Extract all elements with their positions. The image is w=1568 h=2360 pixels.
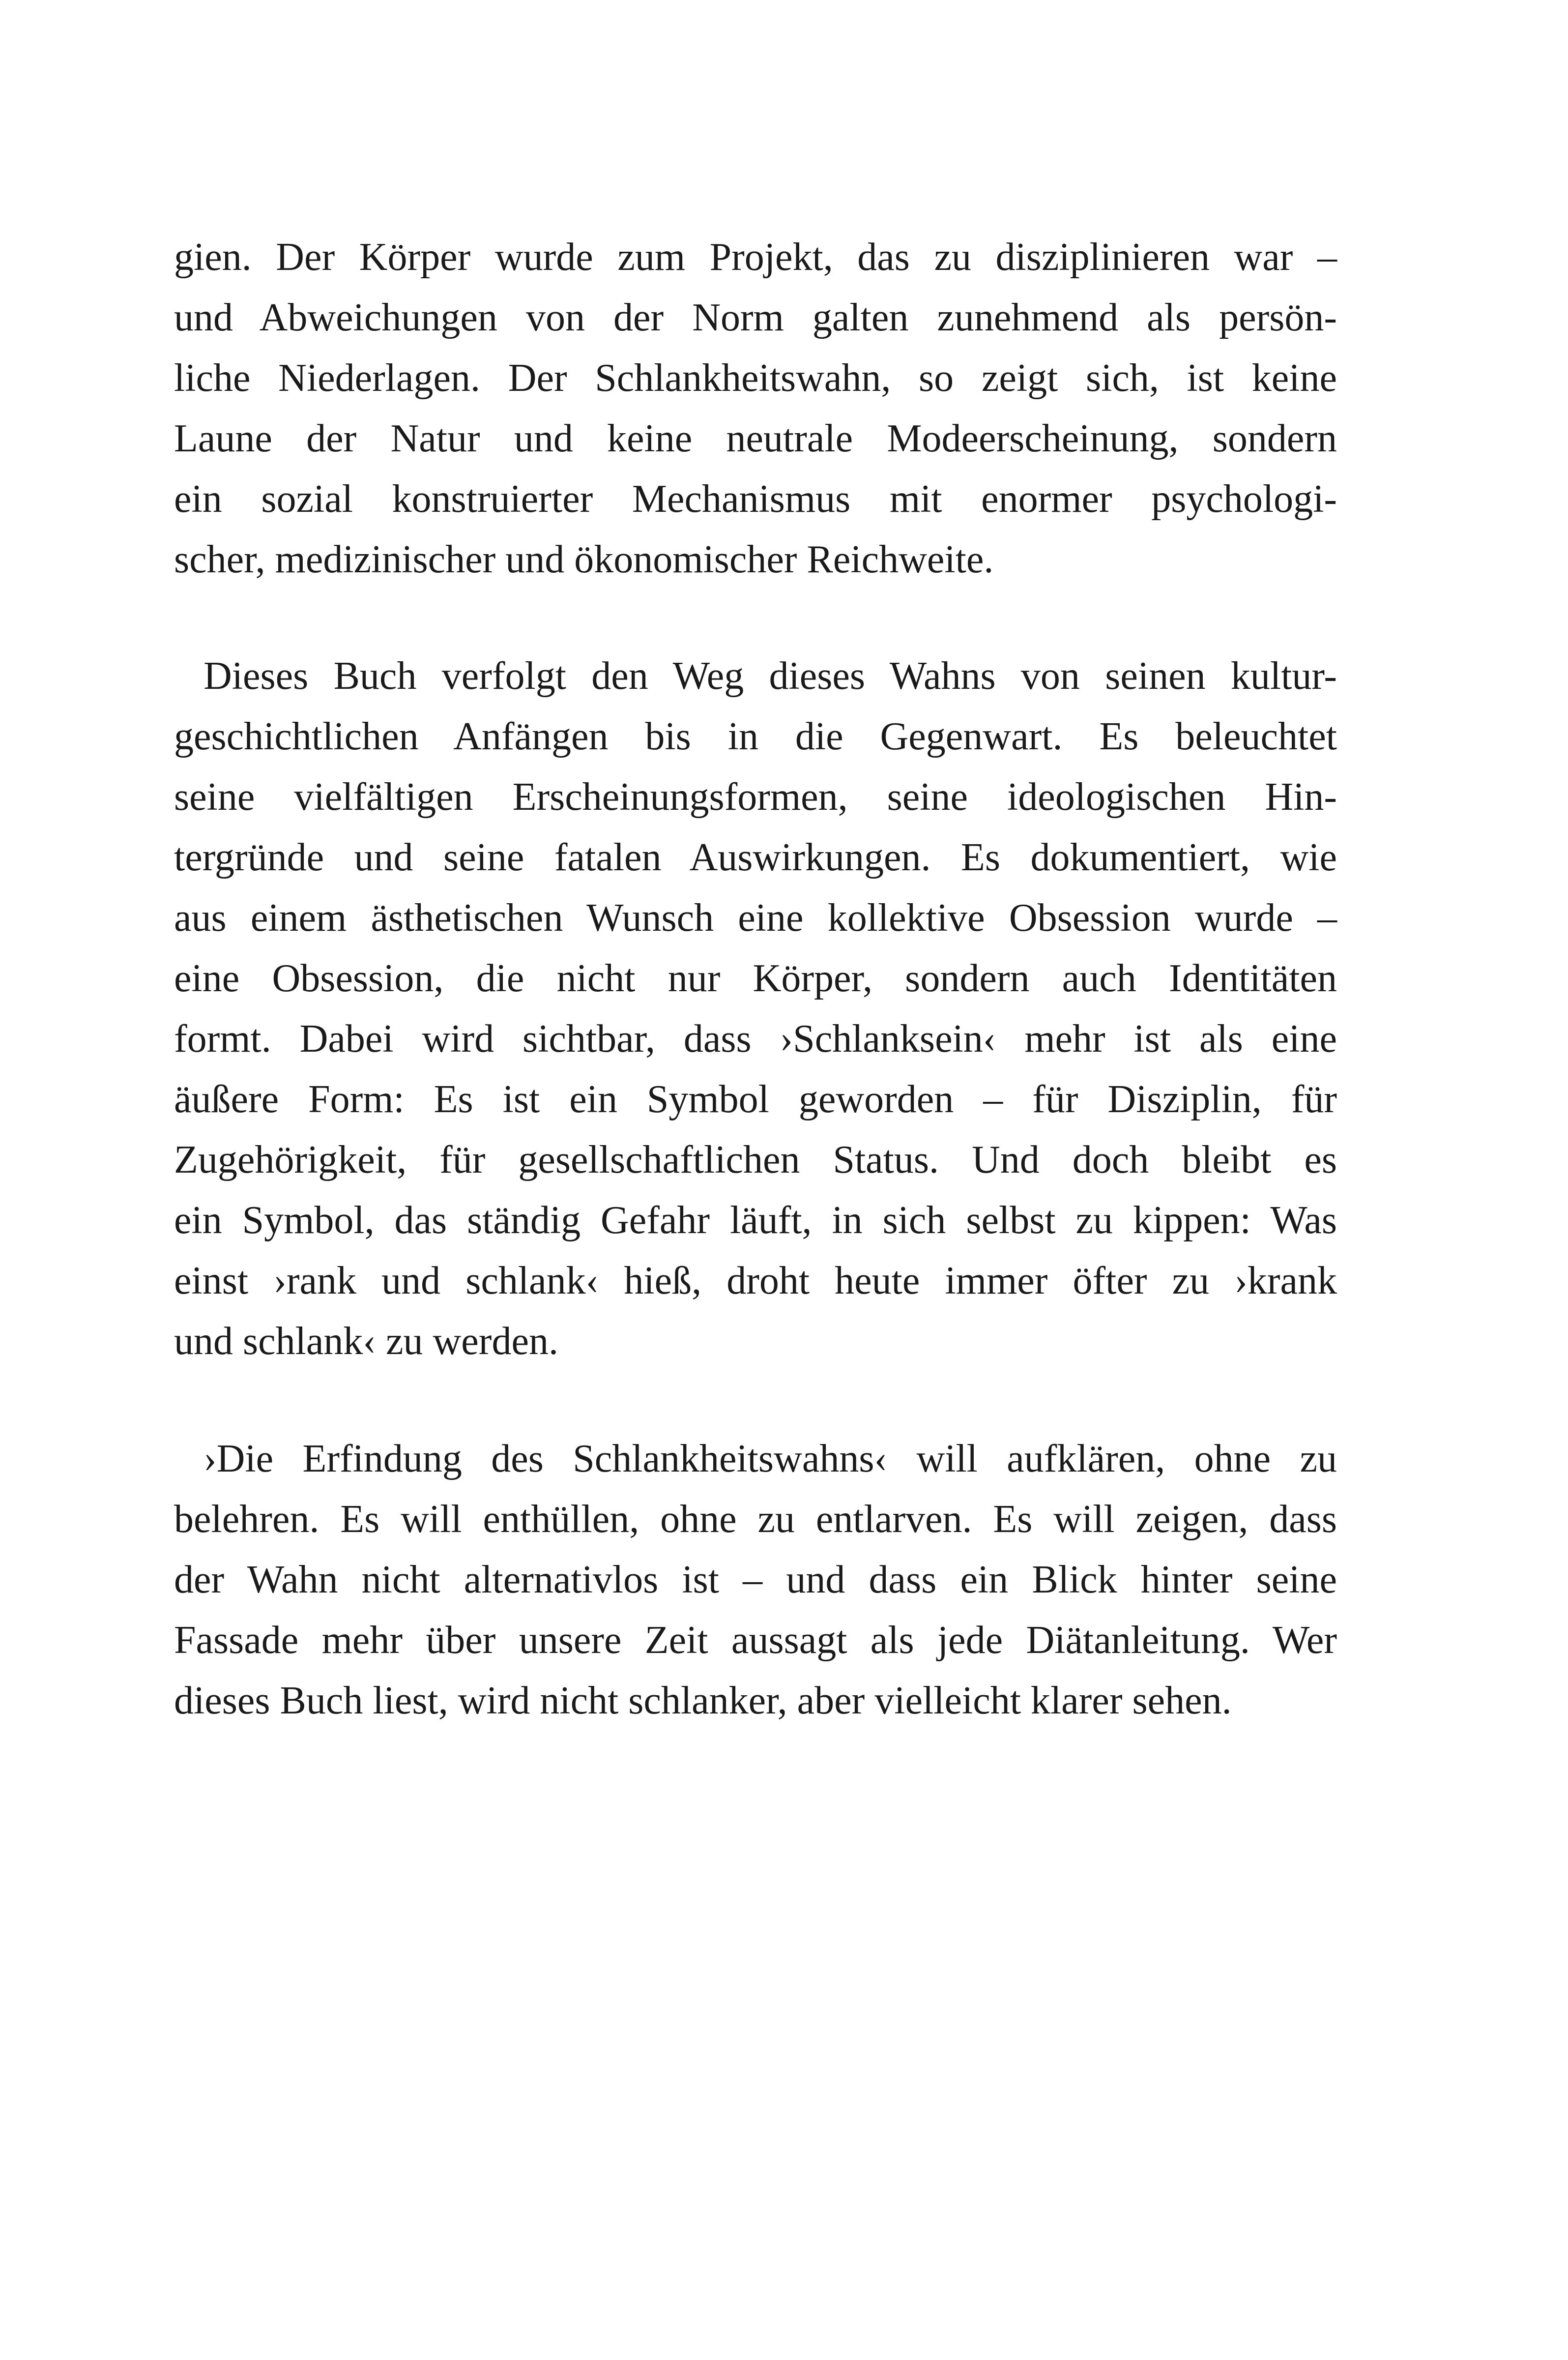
text-line: Fassade mehr über unsere Zeit aussagt als jede Diätanleitung. Wer: [174, 1619, 1337, 1662]
paragraph-book-overview: [174, 646, 1337, 1372]
text-line: seine vielfältigen Erscheinungsformen, seine ideologischen Hin-: [174, 775, 1337, 819]
text-line: eine Obsession, die nicht nur Körper, sondern auch Identitäten: [174, 957, 1337, 1000]
text-line: scher, medizinischer und ökonomischer Reichweite.: [174, 538, 994, 581]
text-line: Zugehörigkeit, für gesellschaftlichen Status. Und doch bleibt es: [174, 1138, 1337, 1181]
text-line: Laune der Natur und keine neutrale Modeerscheinung, sondern: [174, 417, 1337, 460]
paragraph-book-intent: [174, 1429, 1337, 1731]
text-line: ›Die Erfindung des Schlankheitswahns‹ will aufklären, ohne zu: [203, 1437, 1337, 1480]
text-line: formt. Dabei wird sichtbar, dass ›Schlanksein‹ mehr ist als eine: [174, 1017, 1337, 1061]
text-line: liche Niederlagen. Der Schlankheitswahn, so zeigt sich, ist keine: [174, 356, 1337, 400]
paragraph-continuation: [174, 227, 1337, 590]
text-line: gien. Der Körper wurde zum Projekt, das zu disziplinieren war –: [174, 236, 1337, 279]
text-line: einst ›rank und schlank‹ hieß, droht heute immer öfter zu ›krank: [174, 1259, 1337, 1302]
text-line: Dieses Buch verfolgt den Weg dieses Wahns von seinen kultur-: [203, 654, 1337, 698]
text-line: ein Symbol, das ständig Gefahr läuft, in sich selbst zu kippen: Was: [174, 1199, 1337, 1242]
text-line: dieses Buch liest, wird nicht schlanker, aber vielleicht klarer sehen.: [174, 1679, 1232, 1722]
text-line: und Abweichungen von der Norm galten zunehmend als persön-: [174, 296, 1337, 339]
text-line: und schlank‹ zu werden.: [174, 1320, 558, 1363]
text-line: belehren. Es will enthüllen, ohne zu entlarven. Es will zeigen, dass: [174, 1498, 1337, 1541]
text-line: der Wahn nicht alternativlos ist – und dass ein Blick hinter seine: [174, 1558, 1337, 1601]
text-line: tergründe und seine fatalen Auswirkungen. Es dokumentiert, wie: [174, 836, 1337, 879]
text-line: ein sozial konstruierter Mechanismus mit enormer psychologi-: [174, 477, 1337, 521]
text-line: geschichtlichen Anfängen bis in die Gegenwart. Es beleuchtet: [174, 715, 1337, 758]
text-line: äußere Form: Es ist ein Symbol geworden – für Disziplin, für: [174, 1078, 1337, 1121]
text-line: aus einem ästhetischen Wunsch eine kollektive Obsession wurde –: [174, 896, 1337, 940]
